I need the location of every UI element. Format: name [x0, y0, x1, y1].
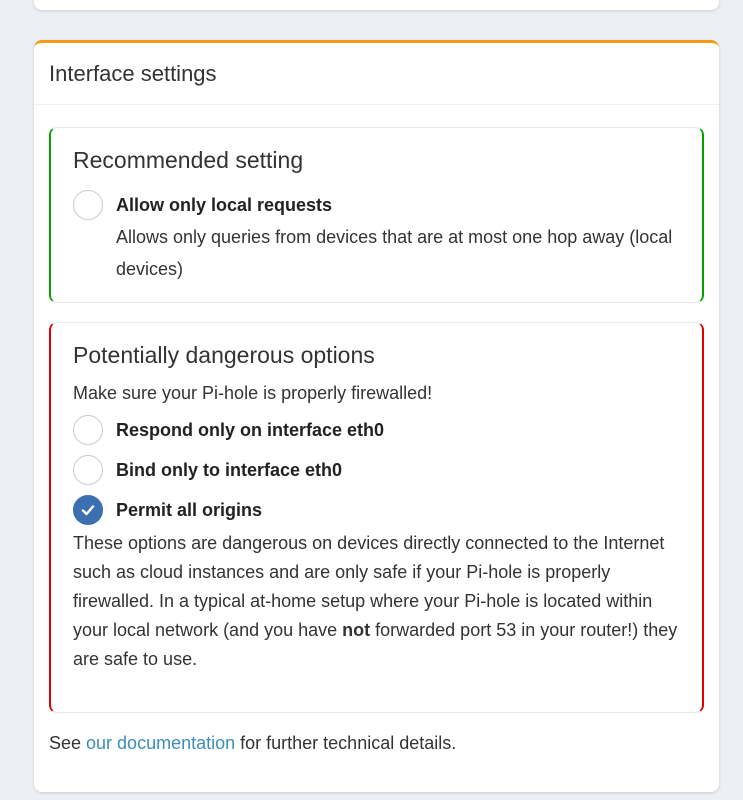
bind-eth0-label[interactable]: Bind only to interface eth0: [116, 460, 343, 480]
respond-eth0-label[interactable]: Respond only on interface eth0: [116, 420, 385, 440]
checkmark-icon: [80, 502, 96, 518]
permit-all-label[interactable]: Permit all origins: [116, 500, 263, 520]
previous-card: [34, 0, 719, 10]
recommended-setting-box: [49, 127, 704, 303]
option-respond-eth0[interactable]: [73, 415, 680, 445]
respond-eth0-radio[interactable]: [73, 415, 103, 445]
firewall-warning: Make sure your Pi-hole is properly firewalled!: [73, 383, 433, 403]
option-bind-eth0[interactable]: [73, 455, 680, 485]
interface-settings-card: [34, 40, 719, 792]
footer-suffix: for further technical details.: [235, 733, 457, 753]
dangerous-title: Potentially dangerous options: [73, 342, 375, 368]
recommended-title: Recommended setting: [73, 147, 304, 173]
documentation-link[interactable]: our documentation: [86, 733, 236, 753]
danger-note-part2: forwarded port 53 in your router!) they are safe to use.: [73, 620, 678, 669]
danger-note: [73, 529, 680, 674]
bind-eth0-radio[interactable]: [73, 455, 103, 485]
danger-note-part1: These options are dangerous on devices directly connected to the Internet such as cloud instances and are only safe if your Pi-hole is properly firewalled. In a typical at-home setup where your Pi-hole is located within your local network (and you have: [73, 533, 665, 640]
option-permit-all[interactable]: [73, 495, 680, 525]
danger-note-bold: not: [342, 620, 371, 640]
footer-prefix: See: [49, 733, 87, 753]
local-requests-radio[interactable]: [73, 190, 103, 220]
card-title: Interface settings: [34, 43, 719, 105]
dangerous-options-box: [49, 322, 704, 713]
local-requests-description: Allows only queries from devices that are at most one hop away (local devices): [116, 227, 673, 279]
option-local-requests[interactable]: [73, 190, 680, 220]
permit-all-radio[interactable]: [73, 495, 103, 525]
local-requests-label[interactable]: Allow only local requests: [116, 195, 333, 215]
documentation-footer: [49, 733, 456, 754]
